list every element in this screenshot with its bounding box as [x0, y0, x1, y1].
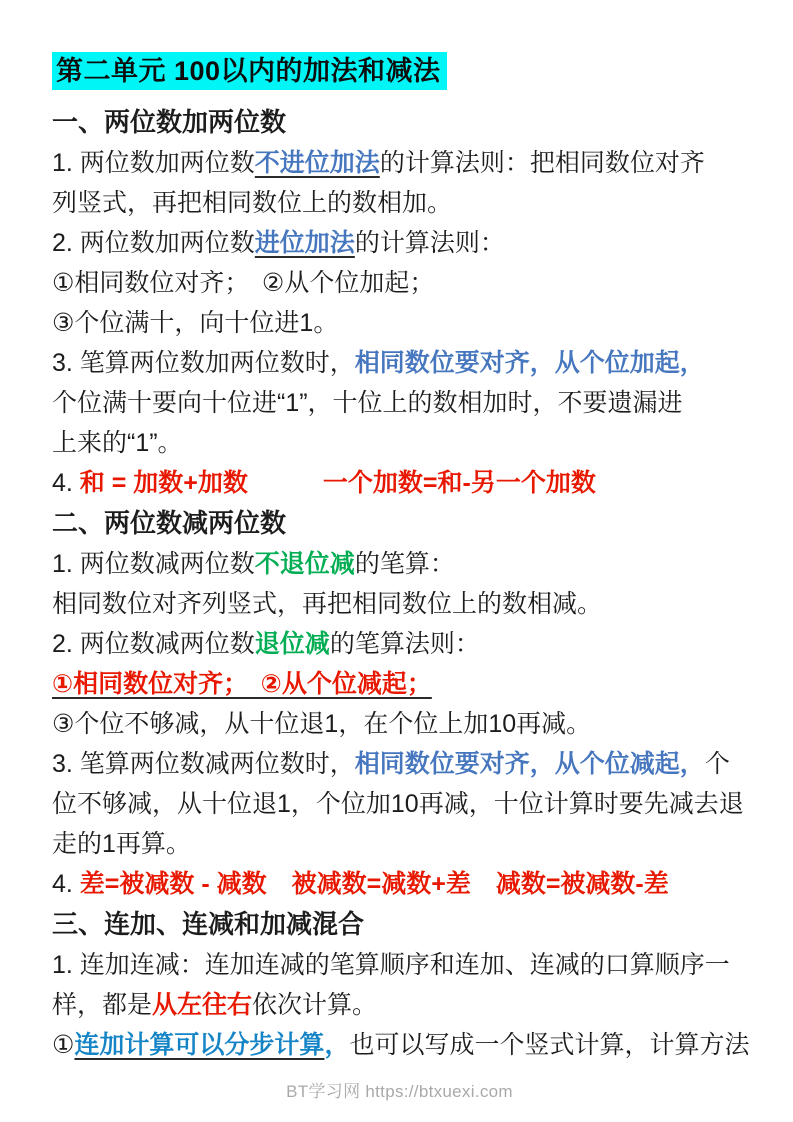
text-line: [52, 584, 747, 624]
text-segment: 1. 连加连减：连加连减的笔算顺序和连加、连减的口算顺序一: [52, 951, 730, 979]
text-segment: 不退位减: [254, 550, 355, 578]
text-line: [52, 223, 747, 263]
text-segment: ①: [52, 1031, 75, 1059]
text-line: [52, 945, 747, 985]
text-line: [52, 824, 747, 864]
text-segment: 3. 笔算两位数加两位数时，: [52, 349, 355, 377]
document-body: [52, 102, 750, 1065]
text-segment: 相同数位对齐列竖式，再把相同数位上的数相减。: [52, 590, 603, 618]
text-segment: 从左往右: [152, 991, 253, 1019]
text-segment: ①相同数位对齐； ②从个位减起；: [52, 670, 432, 698]
text-segment: ③个位满十，向十位进1。: [52, 309, 339, 337]
text-segment: 差=被减数 - 减数 被减数=减数+差 减数=被减数-差: [79, 870, 669, 898]
text-segment: 个: [704, 750, 730, 778]
text-segment: 列竖式，再把相同数位上的数相加。: [52, 189, 453, 217]
text-segment: 的笔算法则：: [329, 630, 480, 658]
text-segment: 2. 两位数减两位数: [52, 630, 255, 658]
text-segment: 依次计算。: [252, 991, 378, 1019]
text-segment: 的计算法则：把相同数位对齐: [379, 149, 705, 177]
text-segment: 二、两位数减两位数: [52, 508, 287, 538]
text-segment: 走的1再算。: [52, 830, 191, 858]
text-segment: 3. 笔算两位数减两位数时，: [52, 750, 355, 778]
text-line: [52, 544, 747, 584]
text-segment: 一、两位数加两位数: [52, 107, 287, 137]
text-segment: ，: [324, 1031, 350, 1059]
text-line: [52, 263, 747, 303]
text-line: [52, 864, 747, 904]
text-line: [52, 343, 747, 383]
text-line: [52, 704, 747, 744]
text-segment: ①相同数位对齐； ②从个位加起；: [52, 269, 435, 297]
text-line: [52, 664, 747, 704]
text-line: [52, 463, 747, 503]
text-segment: ③个位不够减，从十位退1，在个位上加10再减。: [52, 710, 592, 738]
text-line: [52, 143, 747, 183]
section-heading: [52, 904, 747, 945]
text-line: [52, 744, 747, 784]
text-line: [52, 303, 747, 343]
text-segment: 2. 两位数加两位数: [52, 229, 255, 257]
watermark-footer: BT学习网 https://btxuexi.com: [286, 1082, 513, 1101]
text-segment: 位不够减，从十位退1，个位加10再减，十位计算时要先减去退: [52, 790, 744, 818]
section-heading: [52, 503, 747, 544]
text-line: [52, 624, 747, 664]
text-segment: 连加计算可以分步计算: [74, 1031, 325, 1059]
text-segment: 个位满十要向十位进“1”，十位上的数相加时，不要遗漏进: [52, 389, 683, 417]
text-line: [52, 383, 747, 423]
text-segment: 样，都是: [52, 991, 153, 1019]
text-segment: 1. 两位数减两位数: [52, 550, 255, 578]
text-segment: 不进位加法: [254, 149, 380, 177]
text-segment: 和 = 加数+加数 一个加数=和-另一个加数: [79, 469, 596, 497]
text-segment: 的笔算：: [354, 550, 455, 578]
text-segment: 的计算法则：: [354, 229, 505, 257]
page-title: 第二单元 100以内的加法和减法: [52, 52, 447, 90]
text-segment: 相同数位要对齐，从个位减起，: [354, 750, 705, 778]
text-segment: 进位加法: [254, 229, 355, 257]
text-segment: 也可以写成一个竖式计算，计算方法: [349, 1031, 750, 1059]
text-segment: 4.: [52, 870, 80, 898]
section-heading: [52, 102, 747, 143]
text-line: [52, 1025, 750, 1065]
text-segment: 1. 两位数加两位数: [52, 149, 255, 177]
text-segment: 退位减: [254, 630, 330, 658]
text-line: [52, 423, 747, 463]
text-line: [52, 183, 747, 223]
text-segment: 上来的“1”。: [52, 429, 183, 457]
text-line: [52, 784, 747, 824]
text-segment: 三、连加、连减和加减混合: [52, 909, 365, 939]
text-line: [52, 985, 747, 1025]
text-segment: 相同数位要对齐，从个位加起，: [354, 349, 705, 377]
text-segment: 4.: [52, 469, 80, 497]
